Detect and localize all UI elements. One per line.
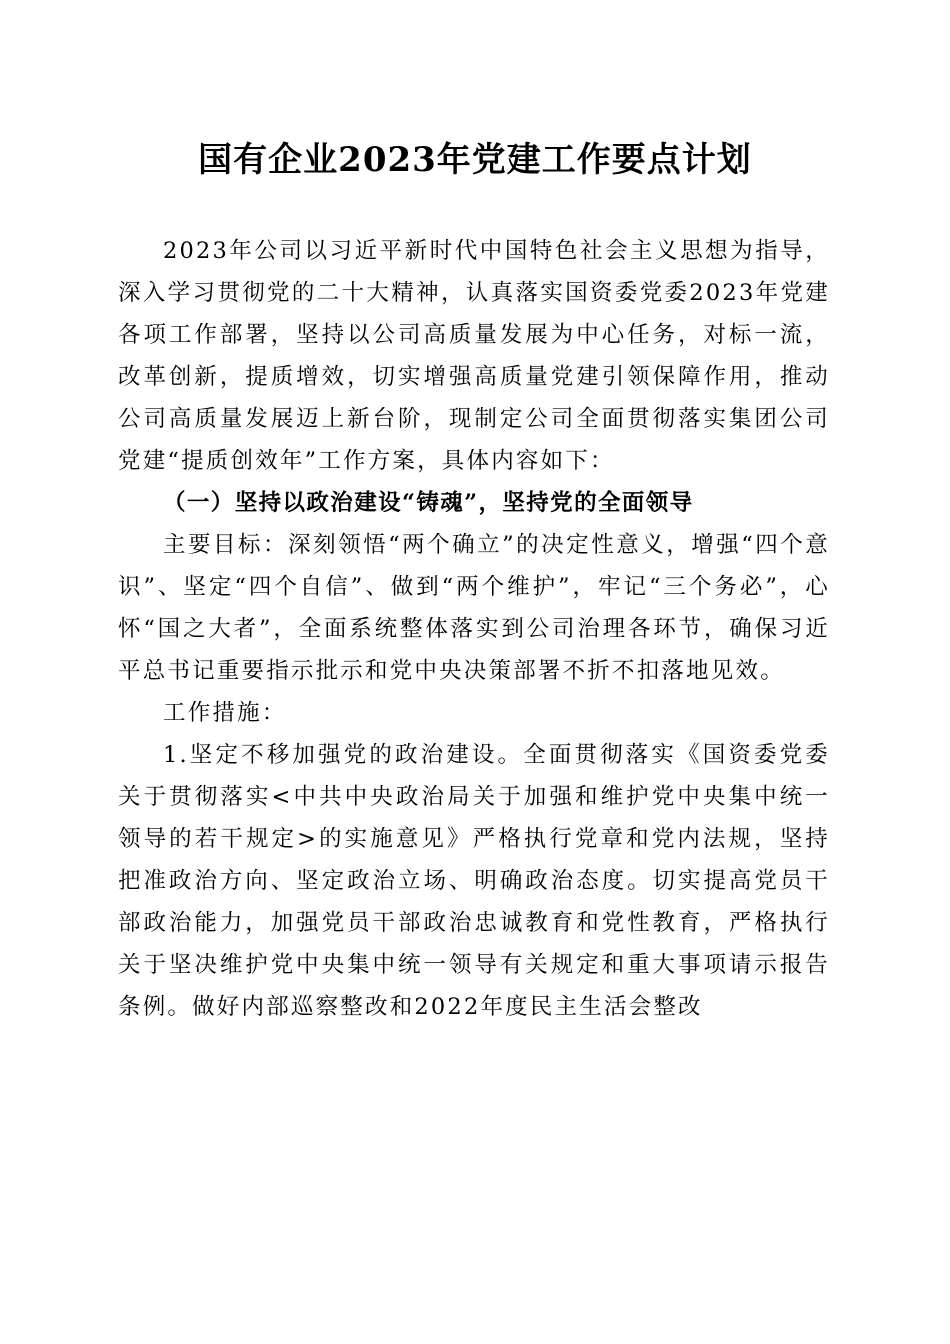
intro-paragraph: 2023年公司以习近平新时代中国特色社会主义思想为指导，深入学习贯彻党的二十大精神，认真落实国资委党委2023年党建各项工作部署，坚持以公司高质量发展为中心任务，对标一流，改革创新，提质增效，切实增强高质量党建引领保障作用，推动公司高质量发展迈上新台阶，现制定公司全面贯彻落实集团公司党建“提质创效年”工作方案，具体内容如下： <box>118 238 830 474</box>
document-body <box>118 230 830 1028</box>
measure-item-paragraph: 1.坚定不移加强党的政治建设。全面贯彻落实《国资委党委关于贯彻落实<中共中央政治局关于加强和维护党中央集中统一领导的若干规定>的实施意见》严格执行党章和党内法规，坚持把准政治方向、坚定政治立场、明确政治态度。切实提高党员干部政治能力，加强党员干部政治忠诚教育和党性教育，严格执行关于坚决维护党中央集中统一领导有关规定和重大事项请示报告条例。做好内部巡察整改和2022年度民主生活会整改 <box>118 742 830 1020</box>
section-heading: （一）坚持以政治建设“铸魂”，坚持党的全面领导 <box>163 490 694 516</box>
document-title: 国有企业2023年党建工作要点计划 <box>198 140 752 180</box>
goal-paragraph: 主要目标：深刻领悟“两个确立”的决定性意义，增强“四个意识”、坚定“四个自信”、做到“两个维护”，牢记“三个务必”，心怀“国之大者”，全面系统整体落实到公司治理各环节，确保习近平总书记重要指示批示和党中央决策部署不折不扣落地见效。 <box>118 532 830 684</box>
measures-label: 工作措施： <box>163 700 287 726</box>
